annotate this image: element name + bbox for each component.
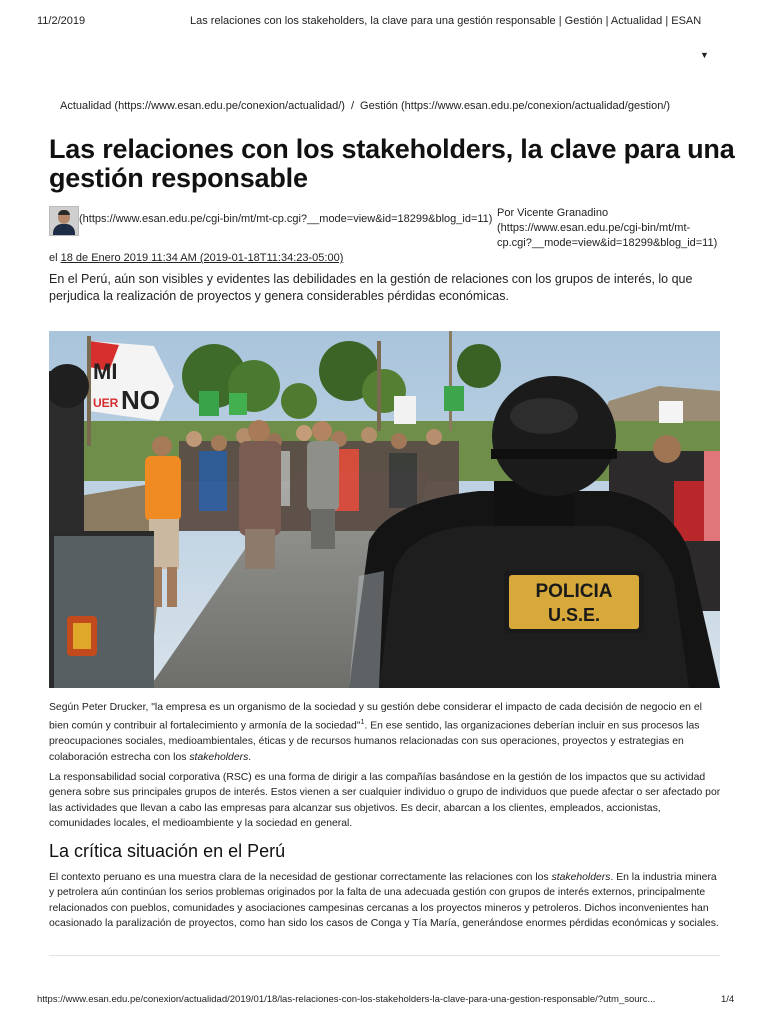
author-profile-link[interactable]: (https://www.esan.edu.pe/cgi-bin/mt/mt-cp.cgi?__mode=view&id=18299&blog_id=11) — [79, 213, 493, 225]
paragraph-rsc: La responsabilidad social corporativa (RSC) es una forma de dirigir a las compañías basándose en la gestión de los impactos que su actividad genera sobre sus principales grupos de interés. Estos vienen a ser cualquier individuo o grupo de individuos que puede afectar o ser afectado por las actividades que llevan a cabo las empresas para alcanzar sus objetivos. Es decir, abarcan a los clientes, empleados, accionistas, comunidades locales, el medioambiente y la sociedad en general. — [49, 772, 721, 830]
paragraph-context — [49, 870, 723, 932]
emphasis-text: stakeholders — [189, 751, 249, 763]
paragraph-text: . — [248, 751, 252, 763]
caret-down-icon[interactable]: ▼ — [700, 50, 709, 60]
footnote-marker[interactable]: 1 — [360, 719, 365, 727]
banner-text-mi: MI — [93, 359, 118, 384]
banner-text-uer: UER — [93, 396, 119, 410]
breadcrumb — [60, 100, 670, 112]
author-avatar[interactable] — [49, 206, 79, 236]
banner-text-no: NO — [121, 385, 160, 415]
emphasis-text: stakeholders — [551, 872, 611, 883]
author-link[interactable]: (https://www.esan.edu.pe/cgi-bin/mt/mt-cp.cgi?__mode=view&id=18299&blog_id=11) — [497, 222, 718, 249]
publish-date — [49, 252, 343, 264]
breadcrumb-item-gestion[interactable]: Gestión (https://www.esan.edu.pe/conexion/actualidad/gestion/) — [360, 100, 671, 112]
page-number: 1/4 — [721, 994, 735, 1005]
breadcrumb-item-actualidad[interactable]: Actualidad (https://www.esan.edu.pe/conexion/actualidad/) — [60, 100, 345, 112]
print-page-title: Las relaciones con los stakeholders, la clave para una gestión responsable | Gestión | Actualidad | ESAN — [190, 15, 702, 27]
breadcrumb-separator: / — [350, 100, 355, 112]
print-date: 11/2/2019 — [37, 15, 86, 27]
paragraph-drucker — [49, 700, 723, 765]
article-lead: En el Perú, aún son visibles y evidentes las debilidades en la gestión de relaciones con los grupos de interés, lo que perjudica la realización de proyectos y genera considerables pérdidas económicas. — [49, 272, 693, 303]
paragraph-text: . En la industria minera y petrolera aún continúan los serios problemas originados por la falta de una adecuada gestión con grupos de interés externos, principalmente relacionados con pueblos, comunidades y asociaciones campesinas cercanas a los proyectos mineros y petroleros. Dichos inconvenientes han ocasionado la paralización de proyectos, como han sido los casos de Conga y Tía María, generándose enormes pérdidas económicas y sociales. — [49, 872, 719, 930]
paragraph-text: El contexto peruano es una muestra clara de la necesidad de gestionar correctamente las relaciones con los — [49, 872, 552, 883]
section-heading: La crítica situación en el Perú — [49, 841, 286, 861]
author-name[interactable]: Por Vicente Granadino — [497, 207, 609, 219]
publish-date-link[interactable]: 18 de Enero 2019 11:34 AM (2019-01-18T11:34:23-05:00) — [60, 252, 344, 264]
article-photo — [49, 331, 720, 688]
police-badge-line2: U.S.E. — [547, 605, 601, 625]
date-prefix: el — [49, 252, 58, 264]
author-byline — [497, 206, 722, 251]
paragraph-text: . En ese sentido, las organizaciones deberían incluir en sus procesos las preocupaciones sociales, medioambientales, éticas y de recursos humanos relacionadas con sus operaciones, proyectos y estrategias en colaboración estrecha con los — [49, 720, 700, 763]
content-divider — [49, 955, 720, 956]
article-title: Las relaciones con los stakeholders, la clave para una gestión responsable — [49, 134, 735, 193]
print-footer-url: https://www.esan.edu.pe/conexion/actualidad/2019/01/18/las-relaciones-con-los-stakeholders-la-clave-para-una-gestion-responsable/?utm_sourc... — [37, 994, 656, 1005]
police-badge-line1: POLICIA — [535, 581, 613, 602]
paragraph-text: Según Peter Drucker, "la empresa es un organismo de la sociedad y su gestión debe considerar el impacto de cada decisión de negocio en el bien común y contribuir al fortalecimiento y armonía de la sociedad" — [49, 702, 702, 732]
protest-photo-illustration — [49, 331, 720, 688]
